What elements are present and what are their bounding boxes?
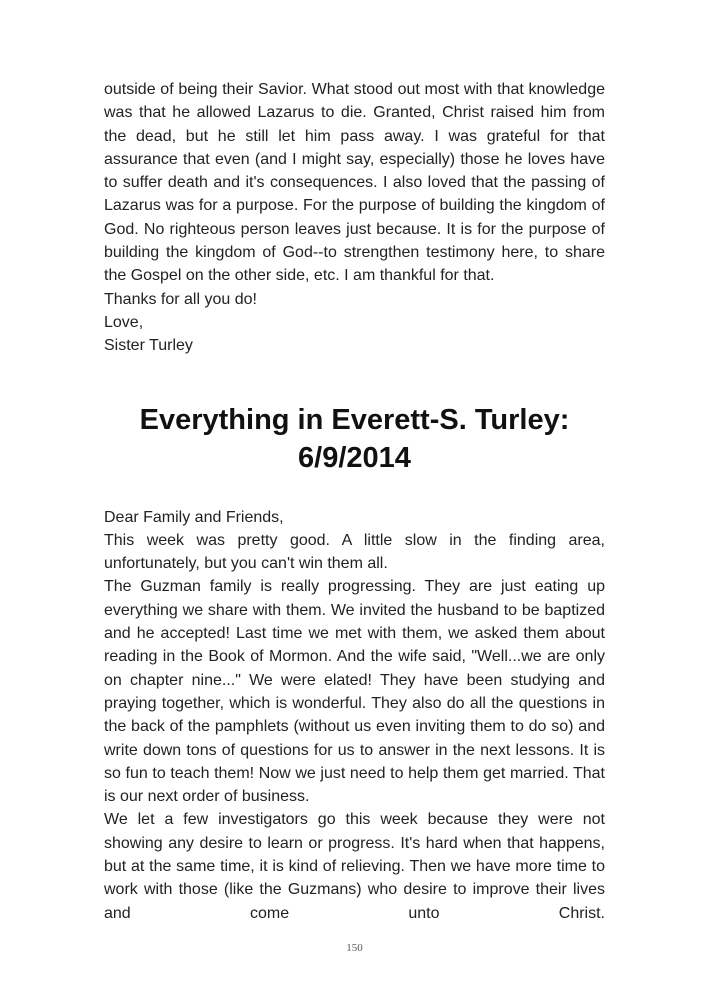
letter-paragraph: This week was pretty good. A little slow in the finding area, unfortunately, but you can't win them all. xyxy=(104,531,605,573)
page-number: 150 xyxy=(346,942,363,954)
previous-letter-thanks: Thanks for all you do! xyxy=(104,290,257,308)
chapter-title xyxy=(104,401,605,477)
chapter-title-line2: 6/9/2014 xyxy=(298,441,411,474)
page-content xyxy=(104,78,605,925)
previous-letter-closing: Love, xyxy=(104,313,144,331)
previous-letter-signature: Sister Turley xyxy=(104,337,193,355)
letter-paragraph: We let a few investigators go this week because they were not showing any desire to learn or progress. It's hard when that happens, but at the same time, it is kind of relieving. Then we have more time to work with those (like the Guzmans) who desire to improve their lives and come unto Christ. xyxy=(104,811,605,922)
letter-paragraph: The Guzman family is really progressing. They are just eating up everything we share with them. We invited the husband to be baptized and he accepted! Last time we met with them, we asked them about reading in the Book of Mormon. And the wife said, "Well...we are only on chapter nine..." We were elated! They have been studying and praying together, which is wonderful. They also do all the questions in the back of the pamphlets (without us even inviting them to do so) and write down tons of questions for us to answer in the next lessons. It is so fun to teach them! Now we just need to help them get married. That is our next order of business. xyxy=(104,578,605,806)
chapter-heading xyxy=(104,401,605,477)
letter-salutation: Dear Family and Friends, xyxy=(104,508,284,526)
chapter-title-line1: Everything in Everett-S. Turley: xyxy=(139,403,570,436)
previous-letter-paragraph: outside of being their Savior. What stood out most with that knowledge was that he allowed Lazarus to die. Granted, Christ raised him from the dead, but he still let him pass away. I was grateful for that assurance that even (and I might say, especially) those he loves have to suffer death and it's consequences. I also loved that the passing of Lazarus was for a purpose. For the purpose of building the kingdom of God. No righteous person leaves just because. It is for the purpose of building the kingdom of God--to strengthen testimony here, to share the Gospel on the other side, etc. I am thankful for that. xyxy=(104,81,605,285)
